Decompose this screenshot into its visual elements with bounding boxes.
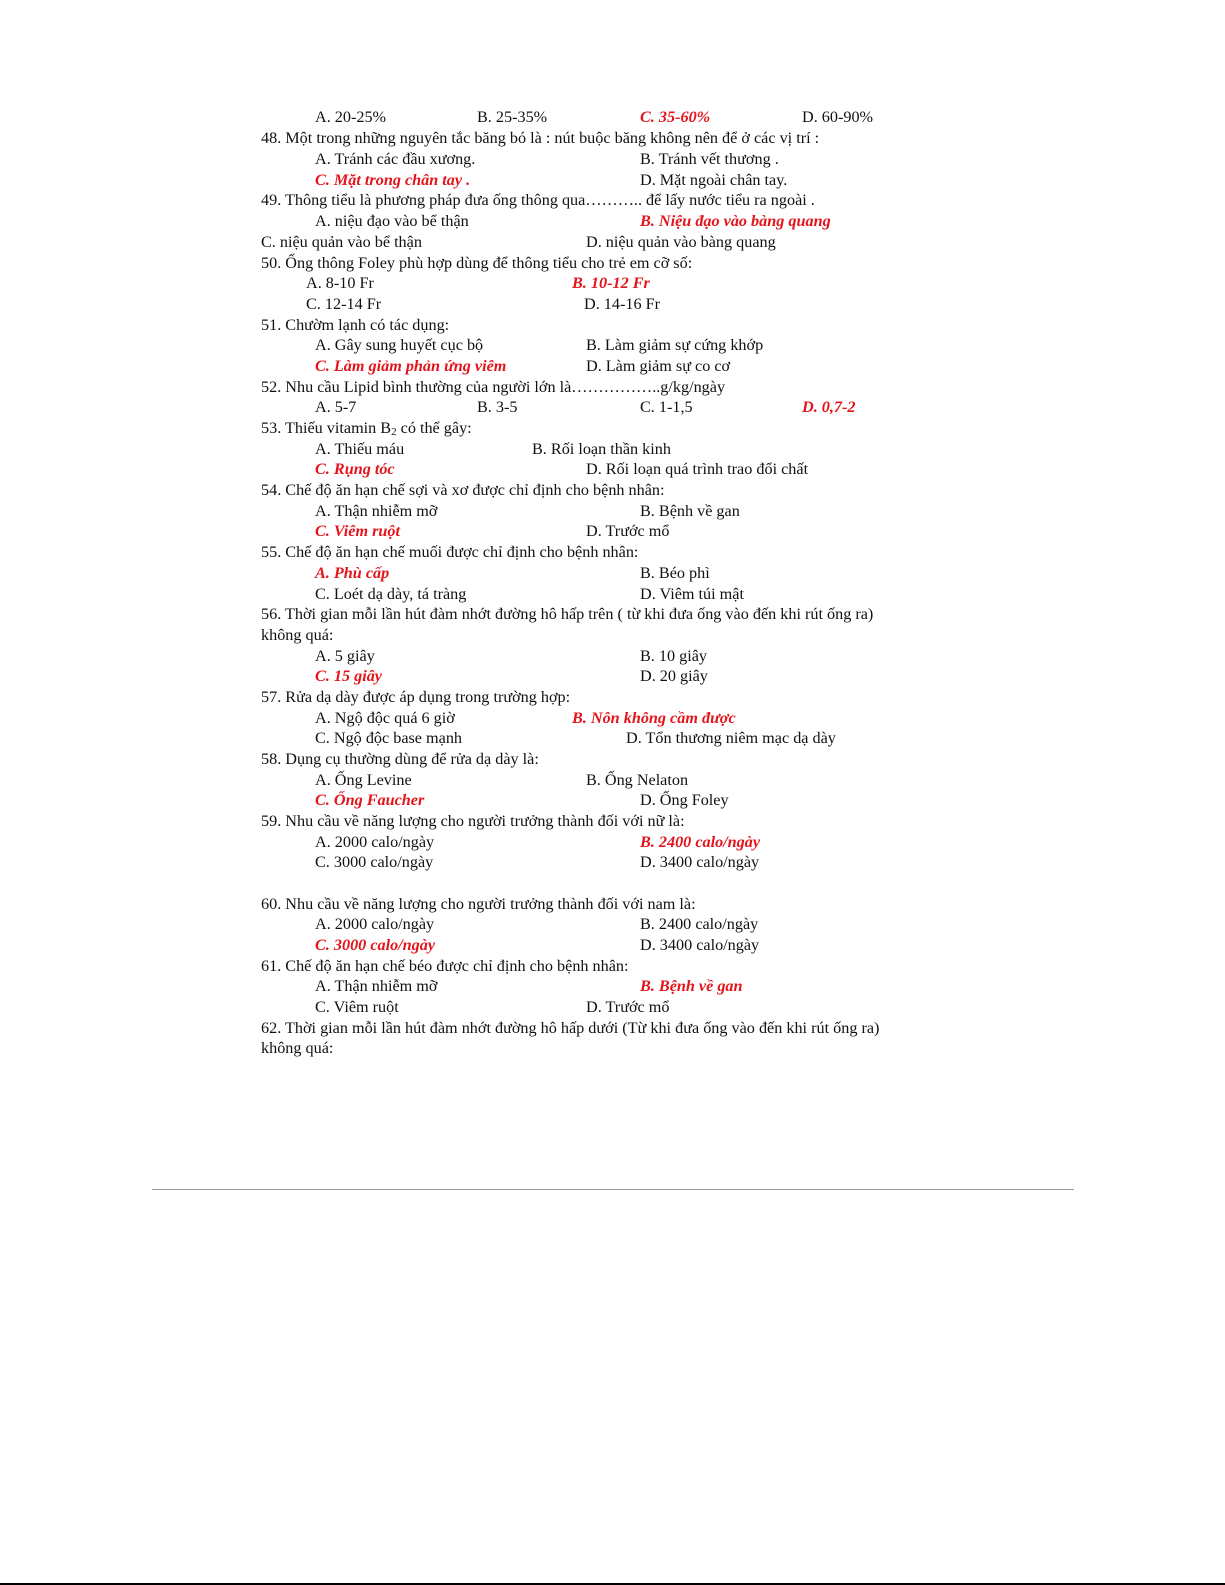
q60-option-b: B. 2400 calo/ngày — [640, 915, 759, 933]
q47-option-b: B. 25-35% — [477, 108, 548, 126]
q52-option-b: B. 3-5 — [477, 398, 518, 416]
q61-option-b-answer: B. Bệnh về gan — [640, 977, 743, 995]
q49-option-d: D. niệu quản vào bàng quang — [586, 233, 776, 251]
q52-option-a: A. 5-7 — [315, 398, 357, 416]
q60-option-a: A. 2000 calo/ngày — [315, 915, 435, 933]
q49-stem: 49. Thông tiểu là phương pháp đưa ống thông qua……….. để lấy nước tiểu ra ngoài . — [261, 191, 815, 209]
q55-stem: 55. Chế độ ăn hạn chế muối được chỉ định cho bệnh nhân: — [261, 543, 639, 561]
page-divider — [152, 1189, 1074, 1190]
q58-option-d: D. Ống Foley — [640, 791, 729, 809]
q52-option-c: C. 1-1,5 — [640, 398, 693, 416]
q54-stem: 54. Chế độ ăn hạn chế sợi và xơ được chỉ định cho bệnh nhân: — [261, 481, 665, 499]
q51-option-a: A. Gây sung huyết cục bộ — [315, 336, 484, 354]
q51-stem: 51. Chườm lạnh có tác dụng: — [261, 316, 450, 334]
q56-option-b: B. 10 giây — [640, 647, 707, 665]
q48-option-c-answer: C. Mặt trong chân tay . — [315, 171, 471, 189]
q57-option-a: A. Ngộ độc quá 6 giờ — [315, 709, 455, 727]
q55-option-c: C. Loét dạ dày, tá tràng — [315, 585, 467, 603]
q53-option-d: D. Rối loạn quá trình trao đổi chất — [586, 460, 809, 478]
q56-option-d: D. 20 giây — [640, 667, 708, 685]
q55-option-d: D. Viêm túi mật — [640, 585, 744, 603]
q53-option-b: B. Rối loạn thần kinh — [532, 440, 671, 458]
q50-stem: 50. Ống thông Foley phù hợp dùng để thông tiểu cho trẻ em cỡ số: — [261, 254, 693, 272]
q54-option-a: A. Thận nhiễm mỡ — [315, 502, 438, 520]
q56-stem-continued: không quá: — [261, 626, 334, 644]
q59-option-d: D. 3400 calo/ngày — [640, 853, 760, 871]
q47-option-c-answer: C. 35-60% — [640, 108, 711, 126]
q61-option-c: C. Viêm ruột — [315, 998, 399, 1016]
q50-option-c: C. 12-14 Fr — [306, 295, 382, 313]
q52-stem: 52. Nhu cầu Lipid bình thường của người lớn là……………..g/kg/ngày — [261, 378, 726, 396]
q56-option-c-answer: C. 15 giây — [315, 667, 382, 685]
q56-option-a: A. 5 giây — [315, 647, 375, 665]
q55-option-b: B. Béo phì — [640, 564, 710, 582]
q62-stem: 62. Thời gian mỗi lần hút đàm nhớt đường hô hấp dưới (Từ khi đưa ống vào đến khi rút ống ra) — [261, 1019, 880, 1037]
q57-option-c: C. Ngộ độc base mạnh — [315, 729, 463, 747]
q60-option-c-answer: C. 3000 calo/ngày — [315, 936, 436, 954]
q61-stem: 61. Chế độ ăn hạn chế béo được chỉ định cho bệnh nhân: — [261, 957, 629, 975]
q62-stem-continued: không quá: — [261, 1039, 334, 1057]
q57-option-b-answer: B. Nôn không cầm được — [572, 709, 736, 727]
q49-option-b-answer: B. Niệu đạo vào bàng quang — [640, 212, 831, 230]
q54-option-b: B. Bệnh về gan — [640, 502, 740, 520]
q55-option-a-answer: A. Phù cấp — [315, 564, 390, 582]
q59-option-a: A. 2000 calo/ngày — [315, 833, 435, 851]
q50-option-b-answer: B. 10-12 Fr — [572, 274, 650, 292]
q49-option-c: C. niệu quản vào bể thận — [261, 233, 422, 251]
q48-option-a: A. Tránh các đầu xương. — [315, 150, 476, 168]
q61-option-d: D. Trước mổ — [586, 998, 670, 1016]
q59-option-b-answer: B. 2400 calo/ngày — [640, 833, 761, 851]
q48-option-b: B. Tránh vết thương . — [640, 150, 779, 168]
q53-option-a: A. Thiếu máu — [315, 440, 405, 458]
q54-option-d: D. Trước mổ — [586, 522, 670, 540]
q60-stem: 60. Nhu cầu về năng lượng cho người trưởng thành đối với nam là: — [261, 895, 696, 913]
q57-option-d: D. Tổn thương niêm mạc dạ dày — [626, 729, 836, 747]
q58-option-a: A. Ống Levine — [315, 771, 412, 789]
q48-option-d: D. Mặt ngoài chân tay. — [640, 171, 788, 189]
q51-option-b: B. Làm giảm sự cứng khớp — [586, 336, 764, 354]
q51-option-d: D. Làm giảm sự co cơ — [586, 357, 731, 375]
q49-option-a: A. niệu đạo vào bể thận — [315, 212, 469, 230]
q60-option-d: D. 3400 calo/ngày — [640, 936, 760, 954]
q47-option-a: A. 20-25% — [315, 108, 387, 126]
q59-stem: 59. Nhu cầu về năng lượng cho người trưởng thành đối với nữ là: — [261, 812, 685, 830]
q58-stem: 58. Dụng cụ thường dùng để rửa dạ dày là: — [261, 750, 539, 768]
q57-stem: 57. Rửa dạ dày được áp dụng trong trường hợp: — [261, 688, 571, 706]
q47-option-d: D. 60-90% — [802, 108, 874, 126]
q52-option-d-answer: D. 0,7-2 — [802, 398, 856, 416]
q58-option-b: B. Ống Nelaton — [586, 771, 689, 789]
q58-option-c-answer: C. Ống Faucher — [315, 791, 425, 809]
q54-option-c-answer: C. Viêm ruột — [315, 522, 401, 540]
q53-stem: 53. Thiếu vitamin $B_2$ có thể gây: — [261, 419, 472, 438]
q53-option-c-answer: C. Rụng tóc — [315, 460, 395, 478]
q59-option-c: C. 3000 calo/ngày — [315, 853, 434, 871]
q50-option-d: D. 14-16 Fr — [584, 295, 660, 313]
q48-stem: 48. Một trong những nguyên tắc băng bó là : nút buộc băng không nên để ở các vị trí : — [261, 129, 820, 147]
q51-option-c-answer: C. Làm giảm phản ứng viêm — [315, 357, 507, 375]
q50-option-a: A. 8-10 Fr — [306, 274, 374, 292]
q56-stem: 56. Thời gian mỗi lần hút đàm nhớt đường hô hấp trên ( từ khi đưa ống vào đến khi rút ống ra) — [261, 605, 874, 623]
q61-option-a: A. Thận nhiễm mỡ — [315, 977, 438, 995]
